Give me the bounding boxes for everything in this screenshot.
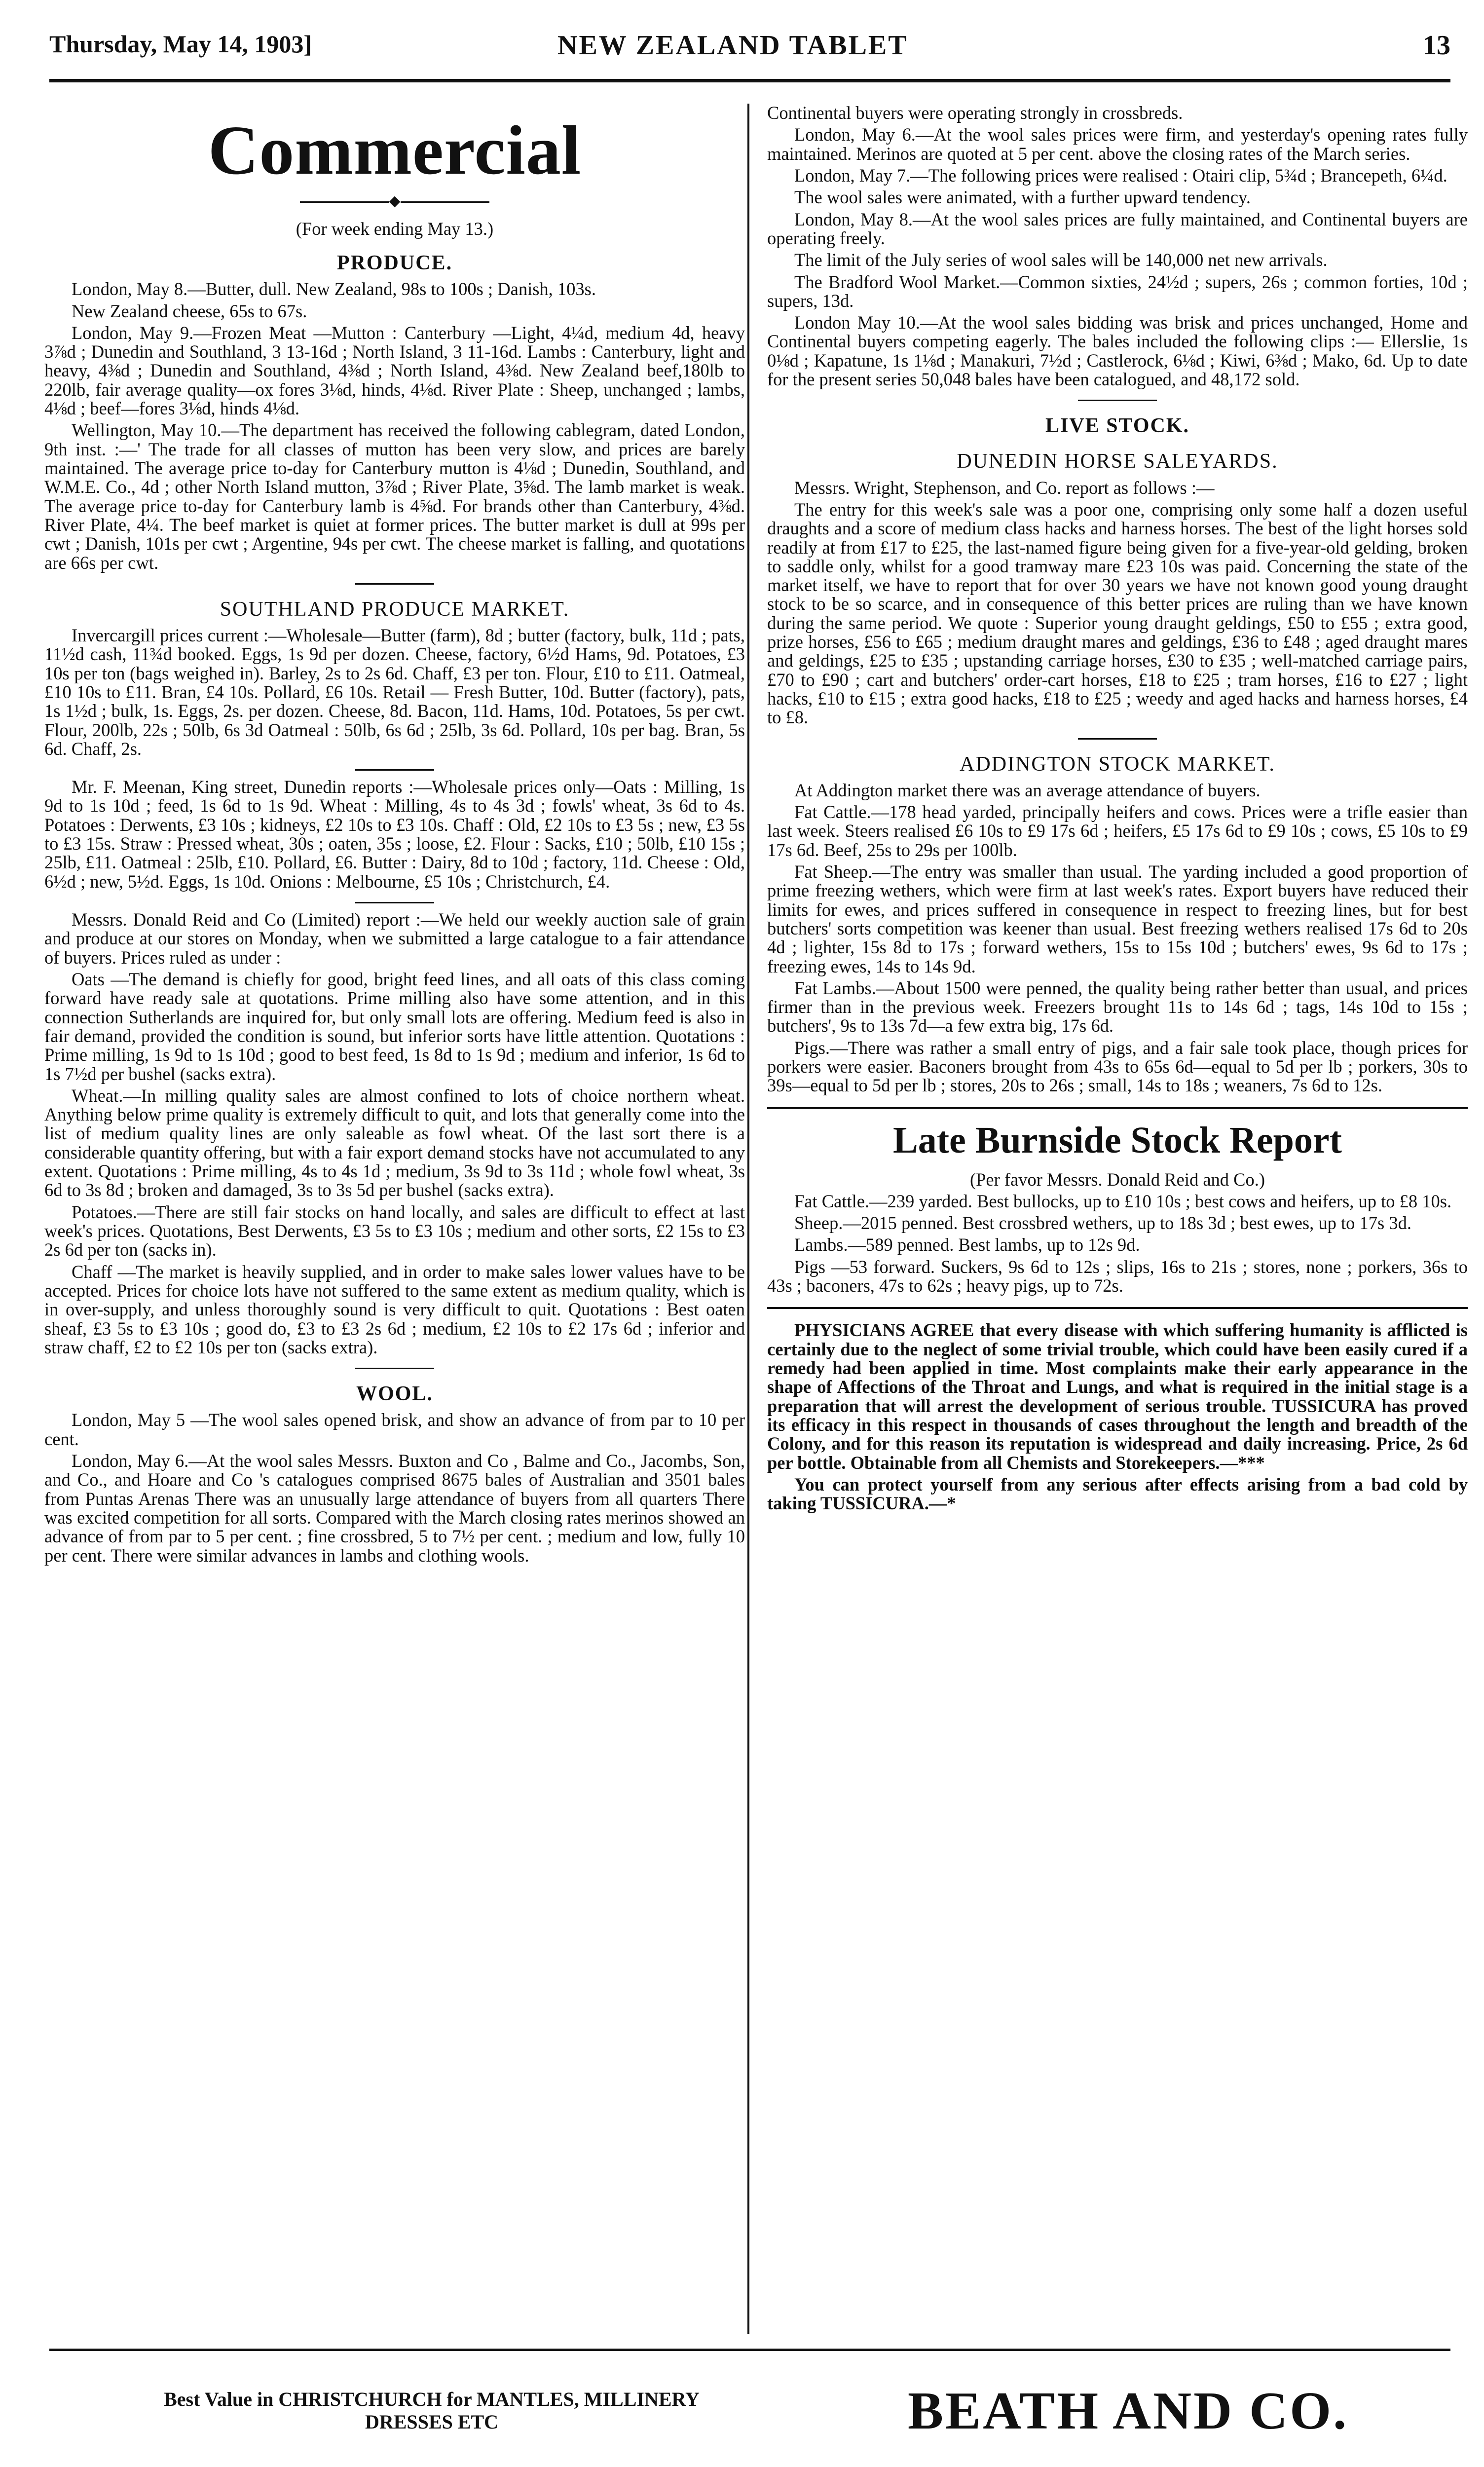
paragraph: London, May 6.—At the wool sales prices were firm, and yesterday's opening rates fully maintained. Merinos are quoted at 5 per cent. above the closing rates of the March series.: [767, 124, 1468, 164]
paragraph: Fat Sheep.—The entry was smaller than usual. The yarding included a good proportion of prime freezing wethers, which were firm at last week's rates. Export buyers have reduced their limits for ewes, and prices suffered in consequence in respect to freezing lines, but for best butchers' sorts competition was keener than usual. Best freezing wethers realised 17s 6d to 20s 4d ; lighter, 15s 8d to 17s ; forward wethers, 15s to 15s 10d ; butchers' ewes, 9s 6d to 17s ; freezing ewes, 14s to 14s 9d.: [767, 861, 1468, 976]
paragraph: London, May 8.—Butter, dull. New Zealand, 98s to 100s ; Danish, 103s.: [72, 279, 596, 299]
paragraph: PHYSICIANS AGREE that every disease with which suffering humanity is afflicted is certainly due to the neglect of some trivial trouble, which could have been easily cured if a remedy had been applied in time. Most complaints make their early appearance in the shape of Affections of the Throat and Lungs, and what is required in the initial stage is a preparation that will arrest the development of serious trouble. TUSSICURA has proved its efficacy in this respect in thousands of cases throughout the length and breadth of the Colony, and for this reason its reputation is widespread and daily increasing. Price, 2s 6d per bottle. Obtainable from all Chemists and Storekeepers.—***: [767, 1320, 1468, 1473]
page-number: 13: [1423, 30, 1450, 61]
divider: [355, 902, 434, 903]
divider: [767, 1107, 1468, 1109]
divider: [355, 769, 434, 771]
paragraph: Oats —The demand is chiefly for good, bright feed lines, and all oats of this class coming forward have ready sale at quotations. Prime milling also have some attention, and in this connection Sutherlands are inquired for, but only small lots are offering. Medium feed is also in fair demand, provided the condition is sound, but inferior sorts have little attention. Quotations : Prime milling, 1s 9d to 1s 10d ; good to best feed, 1s 8d to 1s 9d ; medium and inferior, 1s 6d to 1s 7½d per bushel (sacks extra).: [44, 969, 745, 1084]
tussicura-advert: [767, 1321, 1468, 1513]
right-column: [767, 104, 1468, 2334]
page-header: [49, 10, 1450, 82]
southland-heading: SOUTHLAND PRODUCE MARKET.: [220, 598, 570, 621]
column-divider: [747, 104, 749, 2334]
paragraph: Fat Cattle.—178 head yarded, principally heifers and cows. Prices were a trifle easier than last week. Steers realised £6 10s to £9 17s 6d ; heifers, £5 17s 6d to £9 10s ; cows, £5 10s to £9 17s 6d. Beef, 25s to 29s per 100lb.: [767, 802, 1468, 860]
paragraph: Fat Lambs.—About 1500 were penned, the quality being rather better than usual, and prices firmer than in the previous week. Freezers brought 11s to 14s 6d ; tags, 14s 10d to 15s ; butchers', 9s to 13s 7d—a few extra big, 17s 6d.: [767, 977, 1468, 1036]
divider: [767, 1307, 1468, 1309]
paragraph: London, May 7.—The following prices were realised : Otairi clip, 5¾d ; Brancepeth, 6¼d.: [794, 165, 1447, 186]
paragraph: Messrs. Wright, Stephenson, and Co. report as follows :—: [794, 477, 1215, 498]
divider: [1078, 738, 1157, 740]
paragraph: Lambs.—589 penned. Best lambs, up to 12s 9d.: [794, 1234, 1140, 1255]
divider: [355, 1368, 434, 1369]
livestock-heading: LIVE STOCK.: [1045, 414, 1189, 438]
paragraph: The entry for this week's sale was a poor one, comprising only some half a dozen useful draughts and a score of medium class hacks and harness horses. The best of the light horses sold readily at from £17 to £25, the last-named figure being given for a five-year-old gelding, broken to saddle only, whilst for a good tramway mare £23 10s was paid. Concerning the state of the market itself, we have to report that for over 30 years we have not known good young draught stock to be so scarce, and in consequence of this better prices are ruling than we have known during the same period. We quote : Superior young draught geldings, £50 to £55 ; extra good, prize horses, £56 to £65 ; medium draught mares and geldings, £36 to £48 ; aged draught mares and geldings, £25 to £35 ; upstanding carriage horses, £30 to £35 ; well-matched carriage pairs, £70 to £90 ; cart and butchers' order-cart horses, £18 to £25 ; tram horses, £16 to £27 ; light hacks, £10 to £15 ; extra good hacks, £18 to £25 ; weedy and aged hacks and harness horses, £4 to £8.: [767, 499, 1468, 728]
paragraph: London, May 9.—Frozen Meat —Mutton : Canterbury —Light, 4¼d, medium 4d, heavy 3⅞d ; Dunedin and Southland, 3 13-16d ; North Island, 3 11-16d. Lambs : Canterbury, light and heavy, 4⅜d ; Dunedin and Southland, 4⅜d ; North Island, 4⅜d. New Zealand beef,180lb to 220lb, fair average quality—ox fores 3⅛d, hinds, 4⅛d. River Plate : Sheep, unchanged ; lambs, 4⅛d ; beef—fores 3⅛d, hinds 4⅛d.: [44, 322, 745, 419]
paragraph: Fat Cattle.—239 yarded. Best bullocks, up to £10 10s ; best cows and heifers, up to £8 10s.: [794, 1191, 1452, 1211]
paragraph: The wool sales were animated, with a further upward tendency.: [794, 187, 1251, 208]
paragraph: (Per favor Messrs. Donald Reid and Co.): [969, 1169, 1265, 1190]
publication-title: NEW ZEALAND TABLET: [557, 30, 908, 61]
wool-heading: WOOL.: [356, 1383, 433, 1406]
paragraph: The limit of the July series of wool sales will be 140,000 net new arrivals.: [794, 250, 1328, 270]
paragraph: London May 10.—At the wool sales bidding was brisk and prices unchanged, Home and Continental buyers competing eagerly. The bales included the following clips :— Ellerslie, 1s 0⅛d ; Kapatune, 1s 1⅛d ; Manakuri, 7½d ; Castlerock, 6⅛d ; Kiwi, 6⅜d ; Mako, 6d. Up to date for the present series 50,048 bales have been catalogued, and 48,172 sold.: [767, 312, 1468, 390]
divider: [1078, 400, 1157, 401]
issue-date: Thursday, May 14, 1903]: [49, 30, 312, 58]
produce-heading: PRODUCE.: [336, 252, 453, 275]
footer-advert: Best Value in CHRISTCHURCH for MANTLES, MILLINERY DRESSES ETC: [164, 2388, 700, 2433]
week-ending: (For week ending May 13.): [296, 218, 494, 239]
addington-heading: ADDINGTON STOCK MARKET.: [960, 752, 1275, 776]
divider: [355, 583, 434, 585]
left-column: [44, 104, 745, 2334]
title-ornament: [44, 192, 745, 210]
paragraph: Sheep.—2015 penned. Best crossbred wethers, up to 18s 3d ; best ewes, up to 17s 3d.: [794, 1213, 1411, 1234]
paragraph: London, May 8.—At the wool sales prices are fully maintained, and Continental buyers are operating freely.: [767, 209, 1468, 248]
paragraph: Messrs. Donald Reid and Co (Limited) report :—We held our weekly auction sale of grain and produce at our stores on Monday, when we submitted a large catalogue to a fair attendance of buyers. Prices ruled as under :: [44, 909, 745, 968]
paragraph: Chaff —The market is heavily supplied, and in order to make sales lower values have to be accepted. Prices for choice lots have not suffered to the same extent as medium quality, which is in over-supply, and unless thoroughly sound is very difficult to quit. Quotations : Best oaten sheaf, £3 5s to £3 10s ; good do, £3 to £3 2s 6d ; medium, £2 10s to £2 17s 6d ; inferior and straw chaff, £2 to £2 10s per ton (sacks extra).: [44, 1261, 745, 1357]
paragraph: Mr. F. Meenan, King street, Dunedin reports :—Wholesale prices only—Oats : Milling, 1s 9d to 1s 10d ; feed, 1s 6d to 1s 9d. Wheat : Milling, 4s to 4s 3d ; fowls' wheat, 3s 6d to 4s. Potatoes : Derwents, £3 10s ; kidneys, £2 10s to £3 10s. Chaff : Old, £2 10s to £3 5s ; new, £3 5s to £3 15s. Straw : Pressed wheat, 30s ; oaten, 35s ; loose, £2. Flour : Sacks, £10 ; 50lb, £10 15s ; 25lb, £11. Oatmeal : 25lb, £10. Pollard, £6. Butter : Dairy, 8d to 10d ; factory, 11d. Cheese : Old, 6½d ; new, 5½d. Eggs, 1s 10d. Onions : Melbourne, £5 10s ; Christchurch, £4.: [44, 777, 745, 892]
paragraph: Potatoes.—There are still fair stocks on hand locally, and sales are difficult to effect at last week's prices. Quotations, Best Derwents, £3 5s to £3 10s ; medium and other sorts, £2 15s to £3 2s 6d per ton (sacks in).: [44, 1201, 745, 1260]
paragraph: London, May 5 —The wool sales opened brisk, and show an advance of from par to 10 per cent.: [44, 1410, 745, 1449]
paragraph: Wheat.—In milling quality sales are almost confined to lots of choice northern wheat. Anything below prime quality is extremely difficult to quit, and lots that generally come into the list of medium quality lines are only saleable as fowl wheat. Of the last sort there is a considerable quantity offering, but with a fair export demand stocks have not accumulated to any extent. Quotations : Prime milling, 4s to 4s 1d ; medium, 3s 9d to 3s 11d ; whole fowl wheat, 3s 6d to 3s 8d ; broken and damaged, 3s to 3s 5d per bushel (sacks extra).: [44, 1085, 745, 1200]
horse-saleyards-heading: DUNEDIN HORSE SALEYARDS.: [957, 450, 1278, 473]
paragraph: Pigs.—There was rather a small entry of pigs, and a fair sale took place, though prices for porkers were easier. Baconers brought from 43s to 65s 6d—equal to 5d per lb ; porkers, 30s to 39s—equal to 5d per lb ; stores, 20s to 26s ; small, 14s to 18s ; weaners, 7s 6d to 12s.: [767, 1037, 1468, 1096]
burnside-title: Late Burnside Stock Report: [893, 1119, 1342, 1161]
paragraph: At Addington market there was an average attendance of buyers.: [794, 780, 1261, 800]
paragraph: Wellington, May 10.—The department has received the following cablegram, dated London, 9th inst. :—' The trade for all classes of mutton has been very slow, and prices are barely maintained. The average price to-day for Canterbury mutton is 4⅛d ; Dunedin, Southland, and W.M.E. Co., 4d ; other North Island mutton, 3⅞d ; River Plate, 3⅝d. The lamb market is weak. The average price to-day for Canterbury lamb is 4⅝d. For brands other than Canterbury, 4⅜d. River Plate, 4¼. The beef market is quiet at former prices. The butter market is dull at 99s per cwt ; Danish, 101s per cwt ; Argentine, 94s per cwt. The cheese market is falling, and quotations are 66s per cwt.: [44, 420, 745, 573]
paragraph: London, May 6.—At the wool sales Messrs. Buxton and Co , Balme and Co., Jacombs, Son, and Co., and Hoare and Co 's catalogues comprised 8675 bales of Australian and 3501 bales from Puntas Arenas There was an unusually large attendance of buyers from all quarters There was excited competition for all sorts. Compared with the March closing rates merinos showed an advance of from par to 5 per cent. ; fine crossbred, 5 to 7½ per cent. ; medium and low, fully 10 per cent. There were similar advances in lambs and clothing wools.: [44, 1450, 745, 1566]
paragraph: Invercargill prices current :—Wholesale—Butter (farm), 8d ; butter (factory, bulk, 11d ; pats, 11½d cash, 11¾d booked. Eggs, 1s 9d per dozen. Cheese, factory, 6½d Hams, 9d. Potatoes, £3 10s per ton (bags weighed in). Barley, 2s to 2s 6d. Chaff, £3 per ton. Flour, £10 to £11. Oatmeal, £10 10s to £11. Bran, £4 10s. Pollard, £6 10s. Retail — Fresh Butter, 10d. Butter (factory), pats, 1s 1½d ; bulk, 1s. Eggs, 2s. per dozen. Cheese, 8d. Bacon, 11d. Hams, 10d. Potatoes, 5s per cwt. Flour, 200lb, 22s ; 50lb, 6s 3d Oatmeal : 50lb, 6s 6d ; 25lb, 3s 6d. Pollard, 10s per bag. Bran, 5s 6d. Chaff, 2s.: [44, 625, 745, 759]
footer-divider: [49, 2349, 1450, 2351]
footer-brand: BEATH AND CO.: [908, 2382, 1349, 2440]
paragraph: Continental buyers were operating strongly in crossbreds.: [767, 104, 1183, 123]
paragraph: You can protect yourself from any serious after effects arising from a bad cold by taking TUSSICURA.—*: [767, 1474, 1468, 1514]
paragraph: New Zealand cheese, 65s to 67s.: [72, 300, 307, 321]
section-title: Commercial: [208, 111, 582, 189]
paragraph: The Bradford Wool Market.—Common sixties, 24½d ; supers, 26s ; common forties, 10d ; supers, 13d.: [767, 271, 1468, 311]
paragraph: Pigs —53 forward. Suckers, 9s 6d to 12s ; slips, 16s to 21s ; stores, none ; porkers, 36s to 43s ; baconers, 47s to 62s ; heavy pigs, up to 72s.: [767, 1256, 1468, 1296]
